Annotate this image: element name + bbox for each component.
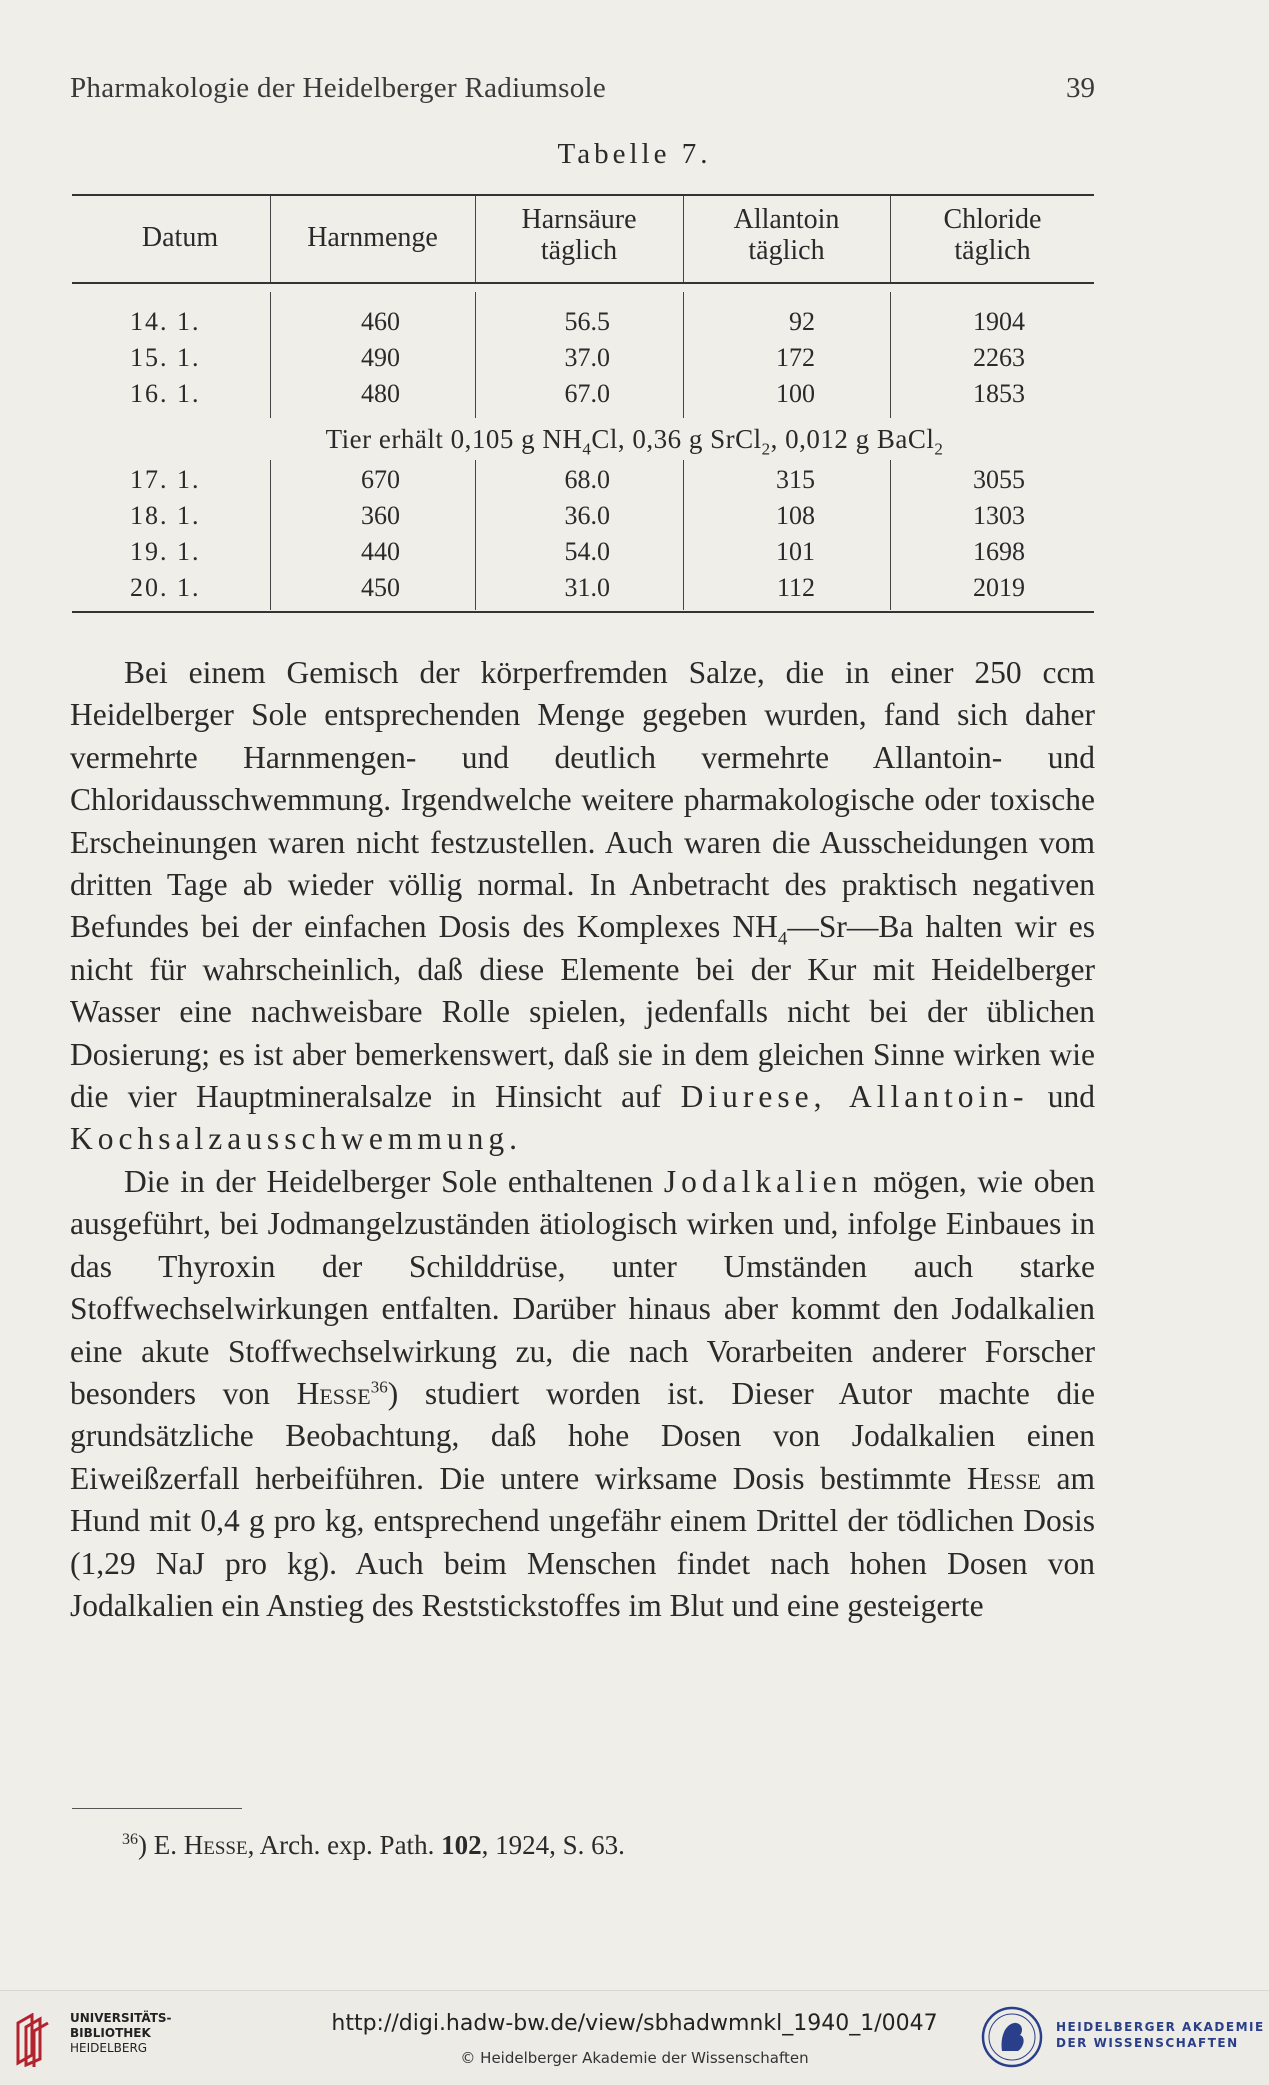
paragraph bbox=[70, 1161, 1095, 1627]
cell-harnmenge: 360 bbox=[361, 501, 400, 530]
cell-datum: 14. 1. bbox=[130, 307, 201, 336]
table-title: Tabelle 7. bbox=[557, 138, 712, 170]
emphasized-term: Kochsalzausschwemmung bbox=[70, 1121, 510, 1157]
cell-datum: 19. 1. bbox=[130, 537, 201, 566]
academy-name bbox=[1056, 2019, 1265, 2051]
cell-harnmenge: 490 bbox=[361, 343, 400, 372]
academy-name-line: DER WISSENSCHAFTEN bbox=[1056, 2036, 1239, 2050]
page-number: 39 bbox=[1066, 72, 1095, 104]
cell-chloride: 1698 bbox=[973, 537, 1025, 566]
cell-allantoin: 315 bbox=[776, 465, 815, 494]
text-run: . bbox=[509, 1121, 518, 1157]
cell-datum: 15. 1. bbox=[130, 343, 201, 372]
cell-chloride: 1853 bbox=[973, 379, 1025, 408]
header-harnmenge bbox=[270, 222, 475, 253]
cell-harnmenge: 670 bbox=[361, 465, 400, 494]
cell-harnsaeure: 31.0 bbox=[564, 573, 610, 602]
footnote bbox=[122, 1830, 625, 1861]
cell-chloride: 2019 bbox=[973, 573, 1025, 602]
cell-datum: 20. 1. bbox=[130, 573, 201, 602]
cell-allantoin: 108 bbox=[776, 501, 815, 530]
cell-harnmenge: 440 bbox=[361, 537, 400, 566]
text-run: mögen, wie oben ausgeführt, bei Jodmangelzuständen ätiologisch wirken und, infolge Einbaues in das Thyroxin der Schilddrüse, unter Umständen auch starke Stoffwechselwirkungen entfalten. Darüber hinaus aber kommt den Jodalkalien eine akute Stoffwechselwirkung zu, die nach Vorarbeiten anderer Forscher besonders von bbox=[70, 1163, 1095, 1411]
paragraph bbox=[70, 652, 1095, 1161]
note-subscript: 4 bbox=[582, 439, 592, 459]
text-run: Bei einem Gemisch der körperfremden Salze, die in einer 250 ccm Heidelberger Sole entsprechenden Menge gegeben wurden, fand sich daher vermehrte Harnmengen- und deutlich vermehrte Allantoin- und Chloridausschwemmung. Irgendwelche weitere pharmakologische oder toxische Erscheinungen waren nicht festzustellen. Auch waren die Ausscheidungen vom dritten Tage ab wieder völlig normal. In Anbetracht des praktisch negativen Befundes bei der einfachen Dosis des Komplexes NH bbox=[70, 655, 1095, 945]
permalink-url[interactable]: http://digi.hadw-bw.de/view/sbhadwmnkl_1940_1/0047 bbox=[331, 2011, 938, 2036]
text-run: , 1924, S. 63. bbox=[481, 1830, 625, 1860]
header-chloride bbox=[890, 204, 1095, 266]
text-run: ) E. bbox=[138, 1830, 184, 1860]
copyright-notice: © Heidelberger Akademie der Wissenschaften bbox=[460, 2049, 809, 2067]
text-run: ) studiert worden ist. Dieser Autor machte die grundsätzliche Beobachtung, daß hohe Dosen von Jodalkalien einen Eiweißzerfall herbeiführen. Die untere wirksame Dosis bestimmte bbox=[70, 1375, 1095, 1496]
note-text: Cl, 0,36 g SrCl bbox=[591, 424, 762, 454]
text-run: , Arch. exp. Path. bbox=[247, 1830, 442, 1860]
note-subscript: 2 bbox=[761, 439, 771, 459]
volume-number: 102 bbox=[441, 1830, 482, 1860]
header-label: Harnmenge bbox=[307, 222, 438, 253]
cell-allantoin: 92 bbox=[789, 307, 815, 336]
header-label: Datum bbox=[141, 222, 219, 253]
table-note-row bbox=[0, 424, 1269, 459]
cell-chloride: 1904 bbox=[973, 307, 1025, 336]
header-harnsaeure bbox=[475, 204, 683, 266]
cell-datum: 17. 1. bbox=[130, 465, 201, 494]
cell-allantoin: 100 bbox=[776, 379, 815, 408]
footnote-rule bbox=[72, 1808, 242, 1809]
body-text bbox=[70, 652, 1095, 1627]
cell-datum: 16. 1. bbox=[130, 379, 201, 408]
cell-harnmenge: 480 bbox=[361, 379, 400, 408]
cell-datum: 18. 1. bbox=[130, 501, 201, 530]
header-datum bbox=[90, 222, 270, 253]
header-allantoin bbox=[683, 204, 890, 266]
running-title: Pharmakologie der Heidelberger Radiumsole bbox=[70, 72, 607, 104]
header-label: Allantoin bbox=[733, 204, 840, 235]
header-sublabel: täglich bbox=[954, 235, 1031, 266]
text-run: Die in der Heidelberger Sole enthaltenen bbox=[124, 1163, 664, 1199]
cell-harnsaeure: 68.0 bbox=[564, 465, 610, 494]
author-name: Hesse bbox=[183, 1830, 248, 1860]
text-run: am Hund mit 0,4 g pro kg, entsprechend ungefähr einem Drittel der tödlichen Dosis (1,29 NaJ pro kg). Auch beim Menschen findet nach hohen Dosen von Jodalkalien ein Anstieg des Reststickstoffes im Blut und eine gesteigerte bbox=[70, 1460, 1095, 1623]
cell-harnmenge: 450 bbox=[361, 573, 400, 602]
header-label: Chloride bbox=[943, 204, 1042, 235]
emphasized-term: Jodalkalien bbox=[663, 1163, 863, 1199]
academy-seal-icon bbox=[980, 2005, 1044, 2069]
header-sublabel: täglich bbox=[748, 235, 825, 266]
cell-harnsaeure: 37.0 bbox=[564, 343, 610, 372]
footer-bar bbox=[0, 1990, 1269, 2085]
footnote-number: 36 bbox=[122, 1831, 138, 1848]
subscript: 4 bbox=[777, 928, 788, 950]
author-name: Hesse bbox=[296, 1375, 371, 1411]
header-label: Harnsäure bbox=[521, 204, 637, 235]
cell-allantoin: 172 bbox=[776, 343, 815, 372]
library-name-line: BIBLIOTHEK bbox=[70, 2026, 151, 2040]
cell-chloride: 1303 bbox=[973, 501, 1025, 530]
cell-harnsaeure: 67.0 bbox=[564, 379, 610, 408]
table-header-rule bbox=[72, 282, 1094, 284]
cell-harnsaeure: 36.0 bbox=[564, 501, 610, 530]
table-bottom-rule bbox=[72, 611, 1094, 613]
note-text: Tier erhält 0,105 g NH bbox=[325, 424, 583, 454]
cell-harnsaeure: 54.0 bbox=[564, 537, 610, 566]
table-top-rule bbox=[72, 194, 1094, 196]
cell-allantoin: 112 bbox=[776, 573, 815, 602]
text-run: und bbox=[1028, 1079, 1095, 1115]
cell-harnmenge: 460 bbox=[361, 307, 400, 336]
cell-harnsaeure: 56.5 bbox=[564, 307, 610, 336]
author-name: Hesse bbox=[966, 1460, 1041, 1496]
library-name-line: HEIDELBERG bbox=[70, 2041, 148, 2055]
note-subscript: 2 bbox=[934, 439, 944, 459]
note-text: , 0,012 g BaCl bbox=[770, 424, 935, 454]
cell-chloride: 3055 bbox=[973, 465, 1025, 494]
cell-chloride: 2263 bbox=[973, 343, 1025, 372]
library-name-line: UNIVERSITÄTS- bbox=[70, 2011, 172, 2025]
emphasized-term: Diurese, Allantoin- bbox=[680, 1079, 1029, 1115]
footnote-ref: 36 bbox=[370, 1377, 388, 1397]
header-sublabel: täglich bbox=[540, 235, 618, 266]
academy-name-line: HEIDELBERGER AKADEMIE bbox=[1056, 2020, 1265, 2034]
cell-allantoin: 101 bbox=[776, 537, 815, 566]
text-run: —Sr—Ba halten wir es nicht für wahrscheinlich, daß diese Elemente bei der Kur mit Heidelberger Wasser eine nachweisbare Rolle spielen, jedenfalls nicht bei der üblichen Dosierung; es ist aber bemerkenswert, daß sie in dem gleichen Sinne wirken wie die vier Hauptmineralsalze in Hinsicht auf bbox=[70, 909, 1095, 1115]
